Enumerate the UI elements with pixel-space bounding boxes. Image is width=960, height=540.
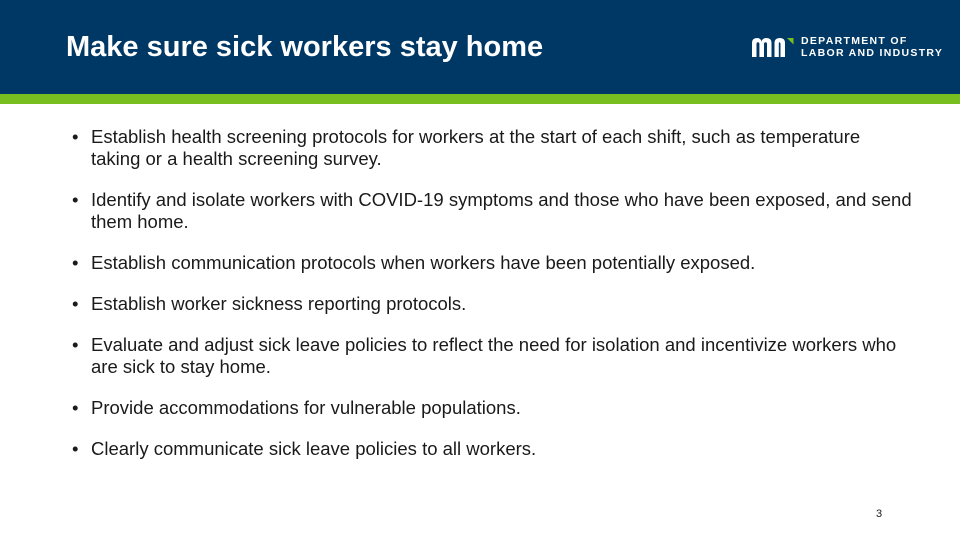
- bullet-text: Evaluate and adjust sick leave policies to reflect the need for isolation and incentivize workers who are sick to stay home.: [91, 334, 897, 377]
- bullet-dot-icon: •: [72, 126, 79, 147]
- bullet-text: Clearly communicate sick leave policies to all workers.: [91, 438, 537, 459]
- bullet-list: [72, 126, 912, 479]
- accent-bar: [0, 94, 960, 104]
- bullet-dot-icon: •: [72, 397, 79, 418]
- logo-text: [801, 35, 943, 59]
- bullet-dot-icon: •: [72, 293, 79, 314]
- mn-dli-logo: [751, 35, 946, 61]
- mn-logo-icon: [751, 37, 795, 57]
- bullet-dot-icon: •: [72, 334, 79, 355]
- slide-title: Make sure sick workers stay home: [66, 31, 544, 63]
- bullet-item: [72, 293, 912, 315]
- bullet-text: Provide accommodations for vulnerable populations.: [91, 397, 521, 418]
- bullet-item: [72, 397, 912, 419]
- bullet-item: [72, 438, 912, 460]
- logo-line-2: LABOR AND INDUSTRY: [801, 47, 944, 59]
- bullet-item: [72, 334, 912, 378]
- page-number: 3: [876, 508, 883, 520]
- logo-line-1: DEPARTMENT OF: [801, 35, 908, 47]
- bullet-dot-icon: •: [72, 438, 79, 459]
- bullet-item: [72, 252, 912, 274]
- bullet-text: Establish worker sickness reporting protocols.: [91, 293, 467, 314]
- bullet-item: [72, 189, 912, 233]
- bullet-item: [72, 126, 912, 170]
- bullet-text: Establish communication protocols when workers have been potentially exposed.: [91, 252, 756, 273]
- header-bar: [0, 0, 960, 94]
- bullet-text: Establish health screening protocols for workers at the start of each shift, such as temperature taking or a health screening survey.: [91, 126, 861, 169]
- bullet-text: Identify and isolate workers with COVID-19 symptoms and those who have been exposed, and send them home.: [91, 189, 912, 232]
- bullet-dot-icon: •: [72, 189, 79, 210]
- bullet-dot-icon: •: [72, 252, 79, 273]
